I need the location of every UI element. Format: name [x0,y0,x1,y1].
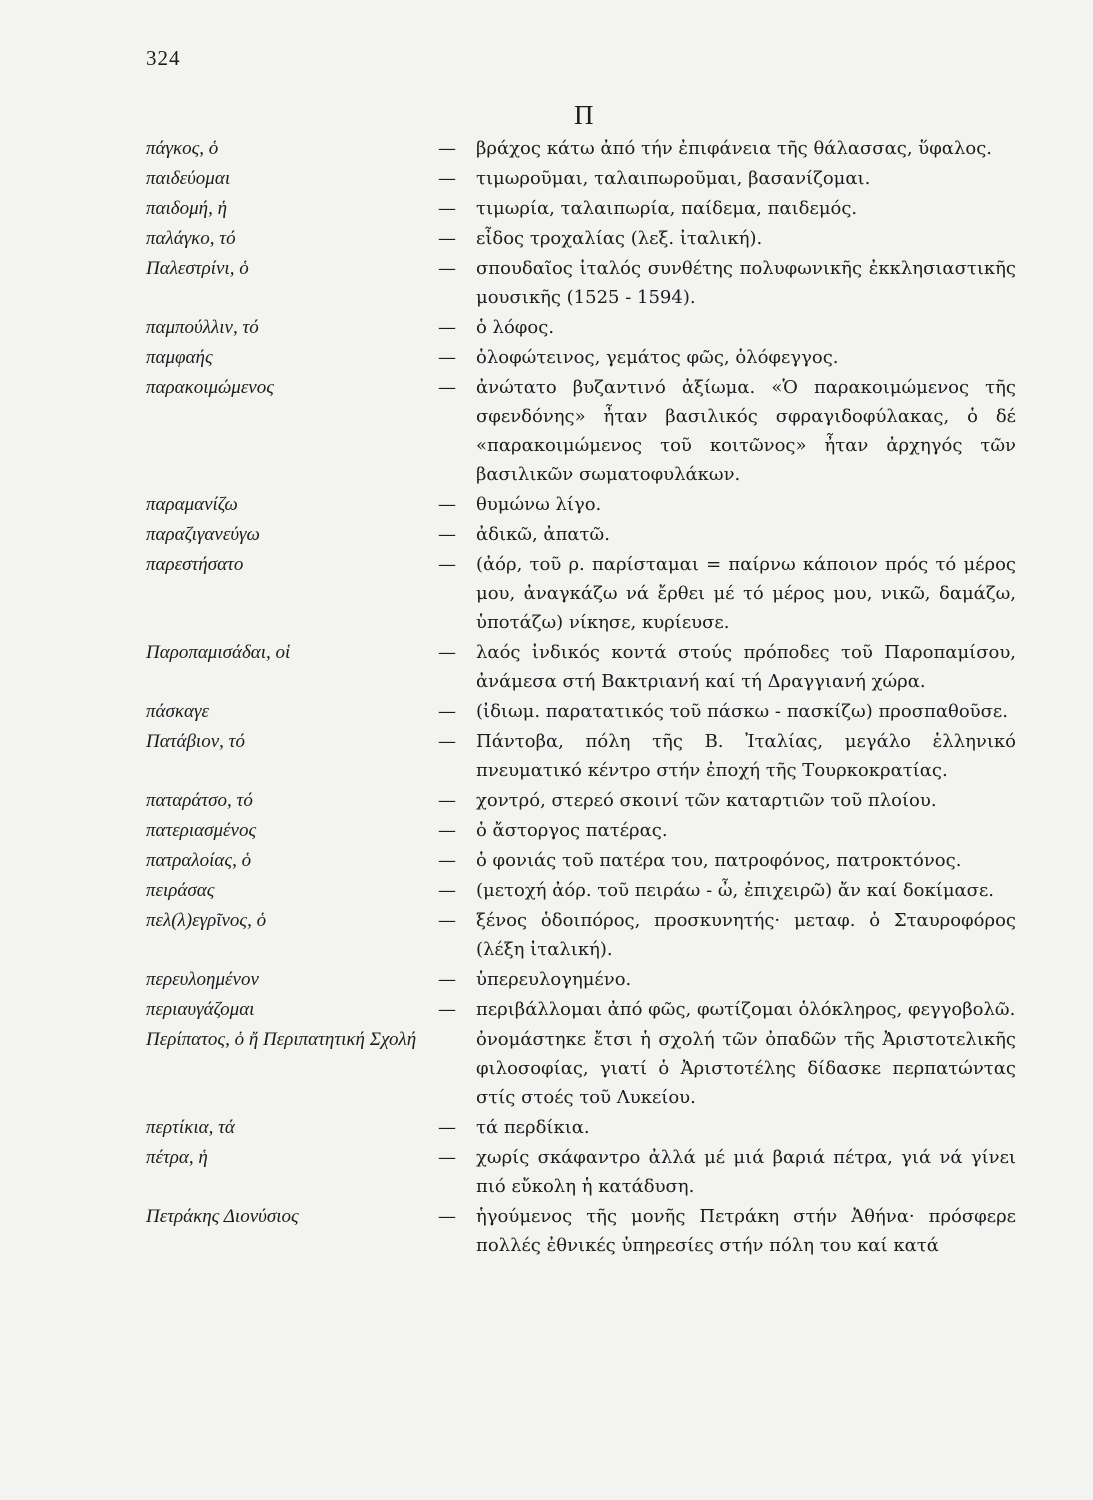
entry-headword: παραζιγανεύγω [146,524,260,545]
entry-headword: παιδεύομαι [146,168,231,189]
entry-definition: — ἀνώτατο βυζαντινό ἀξίωμα. «Ὁ παρακοιμώμενος τῆς σφενδόνης» ἦταν βασιλικός σφραγιδοφύλακας, ὁ δέ «παρακοιμώμενος τοῦ κοιτῶνος» ἦταν ἀρχηγός τῶν βασιλικῶν σωματοφυλάκων. [438,373,1016,489]
dictionary-entry [146,1025,1016,1112]
entry-headword: πάγκος, ὁ [146,138,219,159]
entry-definition: — περιβάλλομαι ἀπό φῶς, φωτίζομαι ὁλόκληρος, φεγγοβολῶ. [438,995,1016,1024]
dictionary-entry [146,846,1016,875]
entry-definition: — χοντρό, στερεό σκοινί τῶν καταρτιῶν τοῦ πλοίου. [438,786,1016,815]
entry-definition: — ἀδικῶ, ἀπατῶ. [438,520,1016,549]
entry-definition: — τιμωροῦμαι, ταλαιπωροῦμαι, βασανίζομαι. [438,164,1016,193]
entry-definition: — ὁλοφώτεινος, γεμάτος φῶς, ὁλόφεγγος. [438,343,1016,372]
entry-definition: — ὑπερευλογημένο. [438,965,1016,994]
dictionary-entries [146,134,1016,1261]
entry-definition: — (ἀόρ, τοῦ ρ. παρίσταμαι = παίρνω κάποιον πρός τό μέρος μου, ἀναγκάζω νά ἔρθει μέ τό μέρος μου, νικῶ, δαμάζω, ὑποτάζω) νίκησε, κυρίευσε. [438,550,1016,637]
entry-headword: περιαυγάζομαι [146,999,255,1020]
entry-headword: παρακοιμώμενος [146,377,274,398]
dictionary-entry [146,995,1016,1024]
dictionary-entry [146,164,1016,193]
dictionary-entry [146,194,1016,223]
dictionary-entry [146,1202,1016,1260]
entry-headword: Περίπατος, ὁ ἤ Περιπατητική Σχολή [146,1029,417,1050]
entry-definition: — λαός ἰνδικός κοντά στούς πρόποδες τοῦ Παροπαμίσου, ἀνάμεσα στή Βακτριανή καί τή Δραγγιανή χώρα. [438,638,1016,696]
entry-headword: παμπούλλιν, τό [146,317,259,338]
entry-headword: πατραλοίας, ὁ [146,850,252,871]
entry-definition: — εἶδος τροχαλίας (λεξ. ἰταλική). [438,224,1016,253]
entry-headword: παταράτσο, τό [146,790,253,811]
dictionary-entry [146,490,1016,519]
entry-headword: πέτρα, ἡ [146,1147,208,1168]
page-number: 324 [146,46,181,70]
entry-definition: — Πάντοβα, πόλη τῆς Β. Ἰταλίας, μεγάλο ἑλληνικό πνευματικό κέντρο στήν ἐποχή τῆς Τουρκοκρατίας. [438,727,1016,785]
dictionary-entry [146,254,1016,312]
entry-definition: — σπουδαῖος ἰταλός συνθέτης πολυφωνικῆς ἐκκλησιαστικῆς μουσικῆς (1525 - 1594). [438,254,1016,312]
entry-definition: — τιμωρία, ταλαιπωρία, παίδεμα, παιδεμός. [438,194,1016,223]
entry-headword: πάσκαγε [146,701,209,722]
entry-headword: περτίκια, τά [146,1117,235,1138]
entry-definition: — ξένος ὁδοιπόρος, προσκυνητής· μεταφ. ὁ Σταυροφόρος (λέξη ἰταλική). [438,906,1016,964]
dictionary-entry [146,550,1016,637]
entry-headword: Πατάβιον, τό [146,731,245,752]
dictionary-entry [146,638,1016,696]
dictionary-entry [146,697,1016,726]
dictionary-entry [146,224,1016,253]
dictionary-entry [146,520,1016,549]
dictionary-entry [146,965,1016,994]
dictionary-entry [146,313,1016,342]
entry-headword: πελ(λ)εγρῖνος, ὁ [146,910,267,931]
dictionary-entry [146,1143,1016,1201]
section-letter: Π [574,100,594,130]
dictionary-entry [146,786,1016,815]
entry-definition: ὀνομάστηκε ἔτσι ἡ σχολή τῶν ὀπαδῶν τῆς Ἀριστοτελικῆς φιλοσοφίας, γιατί ὁ Ἀριστοτέλης δίδασκε περπατώντας στίς στοές τοῦ Λυκείου. [476,1029,1016,1108]
entry-definition: — ὁ ἄστοργος πατέρας. [438,816,1016,845]
entry-headword: παμφαής [146,347,213,368]
dictionary-entry [146,727,1016,785]
dictionary-entry [146,343,1016,372]
entry-headword: Παλεστρίνι, ὁ [146,258,249,279]
entry-definition: — (ἰδιωμ. παρατατικός τοῦ πάσκω - πασκίζω) προσπαθοῦσε. [438,697,1016,726]
dictionary-entry [146,876,1016,905]
entry-definition: — (μετοχή ἀόρ. τοῦ πειράω - ὦ, ἐπιχειρῶ) ἄν καί δοκίμασε. [438,876,1016,905]
entry-headword: Παροπαμισάδαι, οἱ [146,642,291,663]
entry-headword: παλάγκο, τό [146,228,236,249]
entry-definition: — ἡγούμενος τῆς μονῆς Πετράκη στήν Ἀθήνα· πρόσφερε πολλές ἐθνικές ὑπηρεσίες στήν πόλη του καί κατά [438,1202,1016,1260]
entry-definition: — θυμώνω λίγο. [438,490,1016,519]
dictionary-entry [146,134,1016,163]
entry-definition: — χωρίς σκάφαντρο ἀλλά μέ μιά βαριά πέτρα, γιά νά γίνει πιό εὔκολη ἡ κατάδυση. [438,1143,1016,1201]
entry-headword: πειράσας [146,880,215,901]
dictionary-entry [146,373,1016,489]
entry-headword: Πετράκης Διονύσιος [146,1206,299,1227]
entry-definition: — τά περδίκια. [438,1113,1016,1142]
dictionary-entry [146,906,1016,964]
entry-definition: — βράχος κάτω ἀπό τήν ἐπιφάνεια τῆς θάλασσας, ὕφαλος. [438,134,1016,163]
dictionary-entry [146,816,1016,845]
entry-definition: — ὁ φονιάς τοῦ πατέρα του, πατροφόνος, πατροκτόνος. [438,846,1016,875]
entry-headword: παιδομή, ἡ [146,198,227,219]
entry-definition: — ὁ λόφος. [438,313,1016,342]
entry-headword: παραμανίζω [146,494,238,515]
entry-headword: πατεριασμένος [146,820,257,841]
entry-headword: παρεστήσατο [146,554,244,575]
dictionary-entry [146,1113,1016,1142]
entry-headword: περευλοημένον [146,969,259,990]
